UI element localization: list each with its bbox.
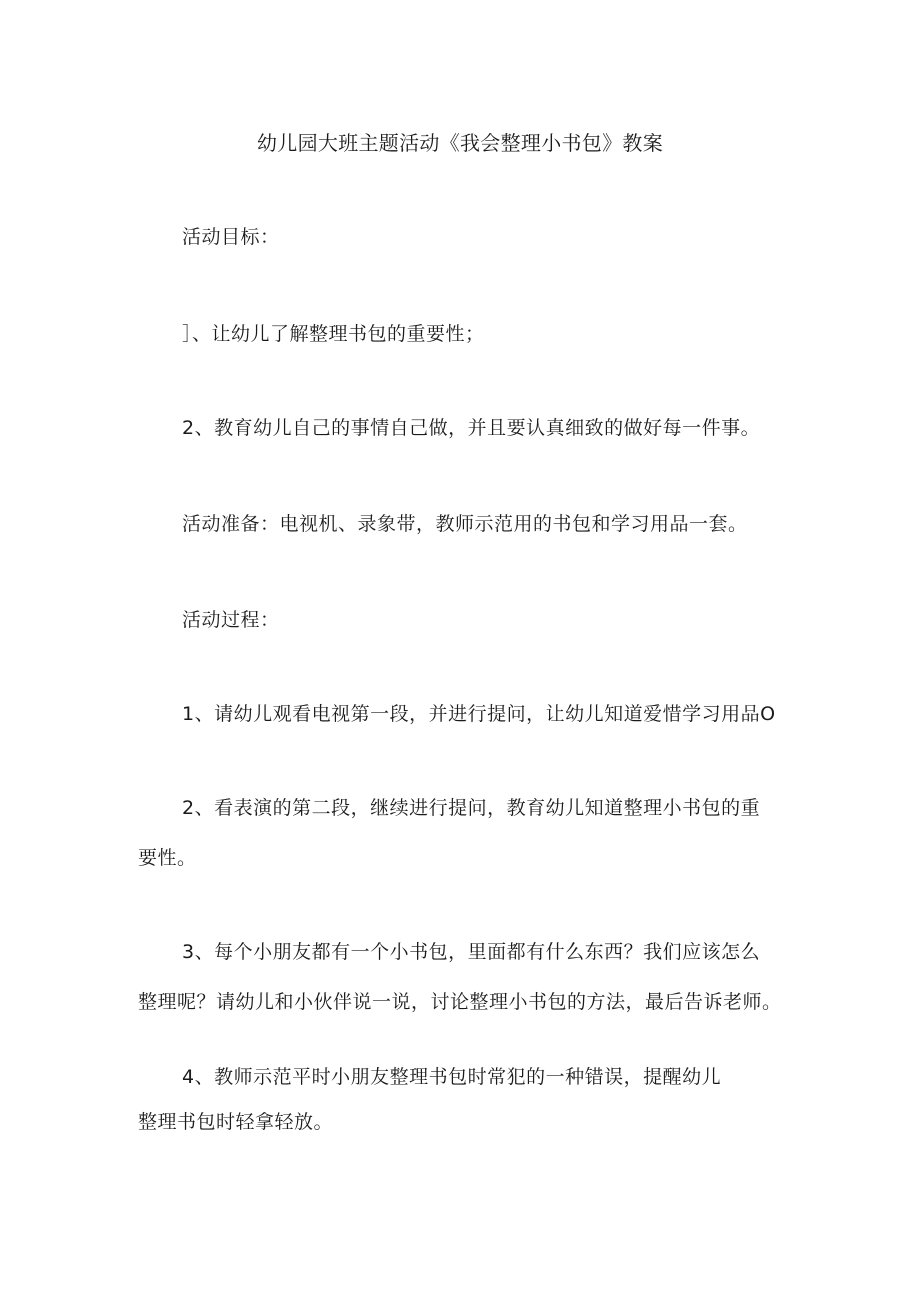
process-step-3-line-1: 3、每个小朋友都有一个小书包，里面都有什么东西？我们应该怎么 <box>182 941 761 963</box>
process-step-2-line-2: 要性。 <box>138 847 197 869</box>
goal-item-1: ］、让幼儿了解整理书包的重要性； <box>182 323 485 345</box>
process-step-4-line-1: 4、教师示范平时小朋友整理书包时常犯的一种错误，提醒幼儿 <box>182 1066 722 1088</box>
process-heading: 活动过程： <box>182 609 280 631</box>
process-step-2-line-1: 2、看表演的第二段，继续进行提问，教育幼儿知道整理小书包的重 <box>182 797 761 819</box>
document-title: 幼儿园大班主题活动《我会整理小书包》教案 <box>257 131 663 155</box>
process-step-1: 1、请幼儿观看电视第一段，并进行提问，让幼儿知道爱惜学习用品O <box>182 703 776 725</box>
goals-heading: 活动目标： <box>182 226 280 248</box>
preparation-text: 活动准备：电视机、录象带，教师示范用的书包和学习用品一套。 <box>182 513 748 535</box>
process-step-3-line-2: 整理呢？请幼儿和小伙伴说一说，讨论整理小书包的方法，最后告诉老师。 <box>138 991 782 1013</box>
goal-item-2: 2、教育幼儿自己的事情自己做，并且要认真细致的做好每一件事。 <box>182 417 761 439</box>
process-step-4-line-2: 整理书包时轻拿轻放。 <box>138 1111 334 1133</box>
